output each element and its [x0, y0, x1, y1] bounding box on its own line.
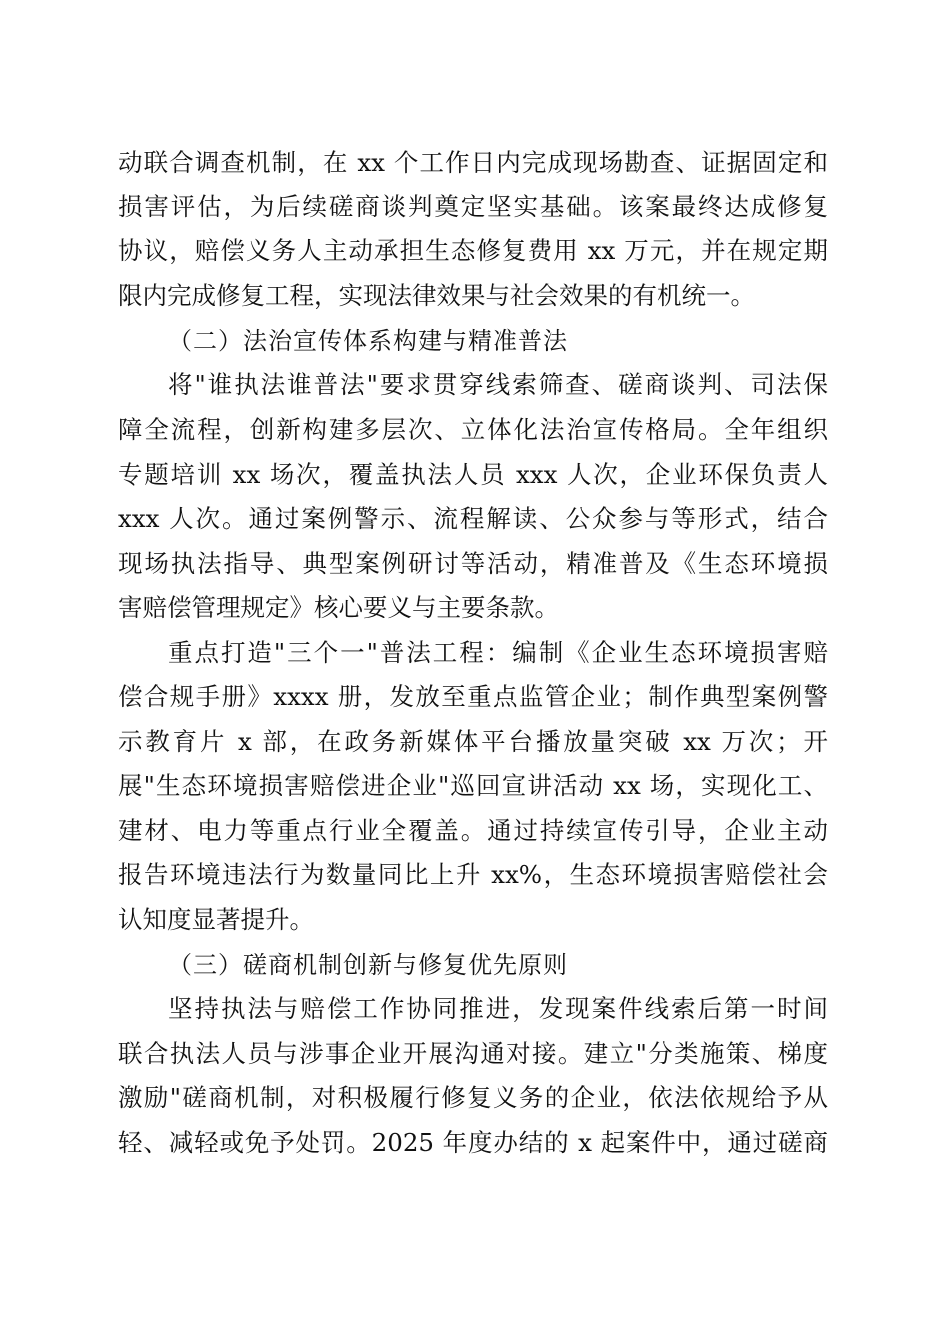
paragraph-4-line-3: 激励"磋商机制，对积极履行修复义务的企业，依法依规给予从: [118, 1083, 828, 1112]
paragraph-3-line-6: 报告环境违法行为数量同比上升 xx%，生态环境损害赔偿社会: [118, 860, 828, 889]
paragraph-4-line-2: 联合执法人员与涉事企业开展沟通对接。建立"分类施策、梯度: [118, 1039, 828, 1068]
paragraph-2-line-3: 专题培训 xx 场次，覆盖执法人员 xxx 人次，企业环保负责人: [118, 460, 828, 489]
paragraph-3-line-2: 偿合规手册》xxxx 册，发放至重点监管企业；制作典型案例警: [118, 682, 828, 711]
paragraph-1-line-2: 损害评估，为后续磋商谈判奠定坚实基础。该案最终达成修复: [118, 192, 828, 221]
paragraph-4-line-1: 坚持执法与赔偿工作协同推进，发现案件线索后第一时间: [168, 994, 828, 1023]
section-heading-2: （二）法治宣传体系构建与精准普法: [168, 327, 568, 355]
paragraph-2-line-5: 现场执法指导、典型案例研讨等活动，精准普及《生态环境损: [118, 549, 828, 578]
paragraph-3-line-7: 认知度显著提升。: [118, 905, 314, 934]
paragraph-1-line-1: 动联合调查机制，在 xx 个工作日内完成现场勘查、证据固定和: [118, 148, 828, 177]
paragraph-2-line-4: xxx 人次。通过案例警示、流程解读、公众参与等形式，结合: [118, 504, 828, 533]
paragraph-1-line-4: 限内完成修复工程，实现法律效果与社会效果的有机统一。: [118, 281, 755, 310]
paragraph-3-line-3: 示教育片 x 部，在政务新媒体平台播放量突破 xx 万次；开: [118, 727, 828, 756]
paragraph-2-line-1: 将"谁执法谁普法"要求贯穿线索筛查、磋商谈判、司法保: [168, 370, 828, 399]
paragraph-1-line-3: 协议，赔偿义务人主动承担生态修复费用 xx 万元，并在规定期: [118, 236, 828, 265]
paragraph-3-line-1: 重点打造"三个一"普法工程：编制《企业生态环境损害赔: [168, 638, 828, 667]
paragraph-2-line-2: 障全流程，创新构建多层次、立体化法治宣传格局。全年组织: [118, 415, 828, 444]
paragraph-4-line-4: 轻、减轻或免予处罚。2025 年度办结的 x 起案件中，通过磋商: [118, 1128, 828, 1157]
paragraph-2-line-6: 害赔偿管理规定》核心要义与主要条款。: [118, 593, 559, 622]
section-heading-3: （三）磋商机制创新与修复优先原则: [168, 951, 568, 979]
paragraph-3-line-5: 建材、电力等重点行业全覆盖。通过持续宣传引导，企业主动: [118, 816, 828, 845]
paragraph-3-line-4: 展"生态环境损害赔偿进企业"巡回宣讲活动 xx 场，实现化工、: [118, 771, 828, 800]
